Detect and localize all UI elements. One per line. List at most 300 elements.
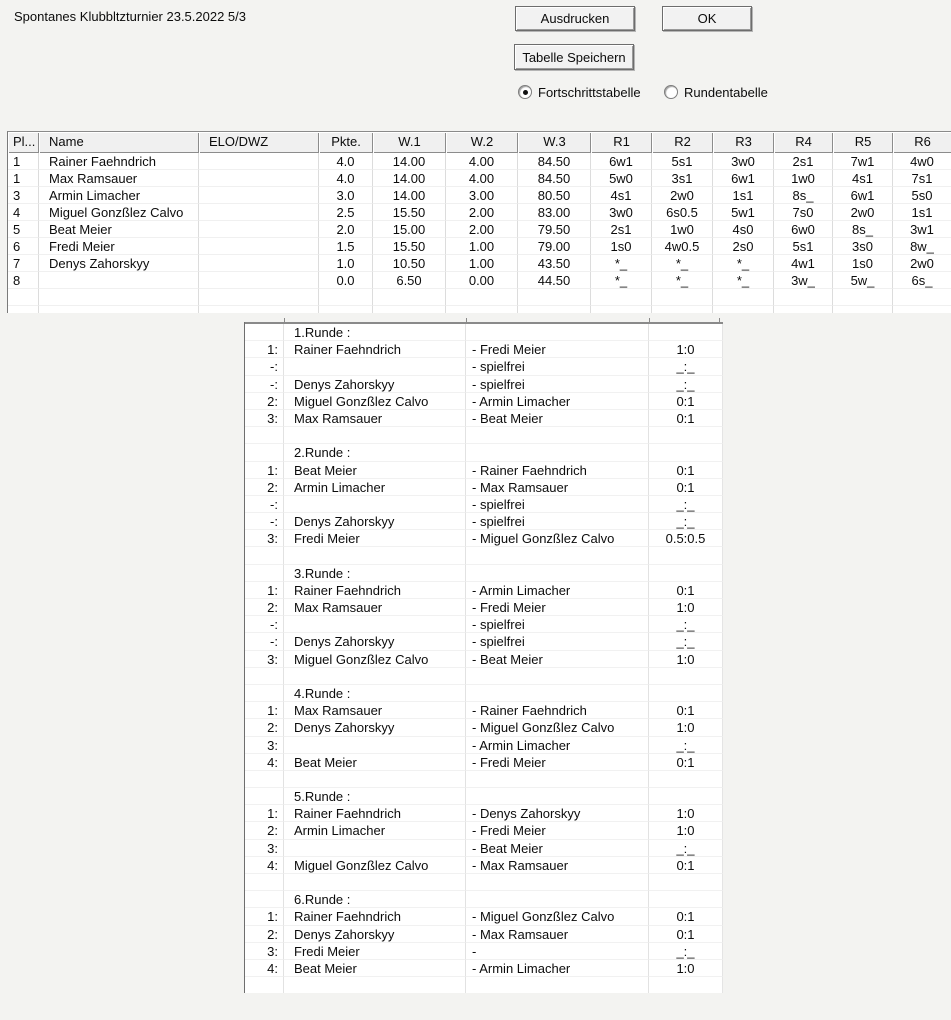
standings-cell[interactable]: 6 <box>8 238 39 255</box>
standings-cell[interactable]: 7 <box>8 255 39 272</box>
standings-cell[interactable]: 15.00 <box>373 221 446 238</box>
game-result: _:_ <box>649 737 723 754</box>
game-black-player: - Rainer Faehndrich <box>466 462 649 479</box>
standings-header-cell[interactable]: Name <box>39 132 199 153</box>
standings-cell[interactable]: 7w1 <box>833 153 893 170</box>
game-number: 2: <box>245 393 284 410</box>
rounds-spacer <box>649 444 723 461</box>
game-white-player: Beat Meier <box>284 960 466 977</box>
radio-fortschrittstabelle[interactable] <box>518 84 641 100</box>
game-black-player: - spielfrei <box>466 616 649 633</box>
standings-cell[interactable]: 1.0 <box>319 255 373 272</box>
game-result: 0:1 <box>649 582 723 599</box>
game-result: 1:0 <box>649 341 723 358</box>
standings-cell[interactable]: 14.00 <box>373 153 446 170</box>
ok-button[interactable]: OK <box>662 6 752 31</box>
rounds-spacer <box>284 668 466 685</box>
game-white-player <box>284 840 466 857</box>
game-black-player: - Miguel Gonzßlez Calvo <box>466 908 649 925</box>
standings-cell[interactable]: 2.5 <box>319 204 373 221</box>
round-title: 3.Runde : <box>284 565 466 582</box>
game-black-player: - spielfrei <box>466 633 649 650</box>
rounds-spacer <box>649 771 723 788</box>
rounds-spacer <box>649 685 723 702</box>
standings-cell[interactable]: 8s_ <box>774 187 833 204</box>
game-black-player: - Armin Limacher <box>466 393 649 410</box>
game-white-player: Rainer Faehndrich <box>284 908 466 925</box>
standings-cell[interactable]: 1.5 <box>319 238 373 255</box>
game-number: -: <box>245 496 284 513</box>
game-black-player: - spielfrei <box>466 513 649 530</box>
standings-empty-cell <box>713 289 774 306</box>
standings-cell[interactable]: 5s1 <box>774 238 833 255</box>
game-black-player: - spielfrei <box>466 496 649 513</box>
rounds-spacer <box>245 565 284 582</box>
game-white-player: Armin Limacher <box>284 822 466 839</box>
rounds-spacer <box>245 668 284 685</box>
game-number: 3: <box>245 737 284 754</box>
game-black-player: - Beat Meier <box>466 651 649 668</box>
radio-fortschrittstabelle-label: Fortschrittstabelle <box>538 84 641 100</box>
standings-cell[interactable]: 80.50 <box>518 187 591 204</box>
standings-cell[interactable]: 1 <box>8 153 39 170</box>
standings-cell[interactable]: 3w1 <box>893 221 951 238</box>
standings-cell[interactable] <box>39 272 199 289</box>
rounds-spacer <box>245 874 284 891</box>
game-white-player: Max Ramsauer <box>284 599 466 616</box>
game-result: _:_ <box>649 633 723 650</box>
game-white-player: Fredi Meier <box>284 530 466 547</box>
rounds-spacer <box>245 324 284 341</box>
standings-cell[interactable]: 2s1 <box>591 221 652 238</box>
save-table-button[interactable]: Tabelle Speichern <box>514 44 634 70</box>
game-black-player: - Armin Limacher <box>466 582 649 599</box>
standings-cell[interactable]: Denys Zahorskyy <box>39 255 199 272</box>
game-number: 1: <box>245 341 284 358</box>
game-result: 0:1 <box>649 479 723 496</box>
standings-cell[interactable]: 4.0 <box>319 153 373 170</box>
game-number: 2: <box>245 719 284 736</box>
standings-cell[interactable]: 1.00 <box>446 238 518 255</box>
standings-empty-cell <box>446 289 518 306</box>
standings-header-cell[interactable]: W.1 <box>373 132 446 153</box>
game-result: 0.5:0.5 <box>649 530 723 547</box>
round-title: 5.Runde : <box>284 788 466 805</box>
standings-cell[interactable]: *_ <box>713 255 774 272</box>
standings-cell[interactable]: 6s_ <box>893 272 951 289</box>
rounds-spacer <box>466 324 649 341</box>
standings-cell[interactable]: 4.00 <box>446 153 518 170</box>
standings-empty-cell <box>652 289 713 306</box>
standings-cell[interactable] <box>199 272 319 289</box>
rounds-spacer <box>245 788 284 805</box>
rounds-spacer <box>466 788 649 805</box>
game-number: -: <box>245 358 284 375</box>
game-result: 1:0 <box>649 719 723 736</box>
standings-cell[interactable]: 7s1 <box>893 170 951 187</box>
standings-empty-cell <box>833 289 893 306</box>
rounds-spacer <box>284 771 466 788</box>
game-white-player <box>284 616 466 633</box>
standings-cell[interactable]: 4s1 <box>591 187 652 204</box>
standings-empty-cell <box>8 306 39 313</box>
standings-cell[interactable]: 5s0 <box>893 187 951 204</box>
standings-cell[interactable]: 14.00 <box>373 170 446 187</box>
standings-cell[interactable]: Armin Limacher <box>39 187 199 204</box>
game-black-player: - Fredi Meier <box>466 341 649 358</box>
rounds-spacer <box>284 874 466 891</box>
standings-cell[interactable]: 4s1 <box>833 170 893 187</box>
standings-empty-cell <box>713 306 774 313</box>
standings-cell[interactable]: 2s0 <box>713 238 774 255</box>
game-black-player: - Miguel Gonzßlez Calvo <box>466 530 649 547</box>
game-number: 3: <box>245 530 284 547</box>
game-number: -: <box>245 376 284 393</box>
game-white-player: Denys Zahorskyy <box>284 376 466 393</box>
standings-empty-cell <box>39 306 199 313</box>
rounds-spacer <box>649 565 723 582</box>
game-black-player: - Beat Meier <box>466 410 649 427</box>
standings-cell[interactable] <box>199 170 319 187</box>
game-number: -: <box>245 616 284 633</box>
standings-empty-cell <box>8 289 39 306</box>
standings-cell[interactable]: 3 <box>8 187 39 204</box>
game-number: -: <box>245 513 284 530</box>
standings-cell[interactable]: 15.50 <box>373 204 446 221</box>
standings-cell[interactable]: 7s0 <box>774 204 833 221</box>
game-white-player: Beat Meier <box>284 754 466 771</box>
standings-cell[interactable]: 4w0.5 <box>652 238 713 255</box>
game-black-player: - Armin Limacher <box>466 960 649 977</box>
game-result: _:_ <box>649 496 723 513</box>
game-result: 0:1 <box>649 926 723 943</box>
standings-cell[interactable]: 14.00 <box>373 187 446 204</box>
standings-empty-cell <box>199 289 319 306</box>
standings-cell[interactable]: 3w0 <box>713 153 774 170</box>
standings-header-cell[interactable]: R3 <box>713 132 774 153</box>
standings-cell[interactable]: 6w1 <box>833 187 893 204</box>
game-number: 3: <box>245 840 284 857</box>
radio-selected-icon <box>518 85 532 99</box>
standings-cell[interactable]: 1s0 <box>833 255 893 272</box>
game-white-player: Denys Zahorskyy <box>284 513 466 530</box>
radio-rundentabelle-label: Rundentabelle <box>684 84 768 100</box>
standings-cell[interactable]: *_ <box>591 255 652 272</box>
round-title: 4.Runde : <box>284 685 466 702</box>
standings-cell[interactable]: 1 <box>8 170 39 187</box>
game-number: 4: <box>245 857 284 874</box>
game-result: _:_ <box>649 616 723 633</box>
standings-header-cell[interactable]: R4 <box>774 132 833 153</box>
game-number: 1: <box>245 582 284 599</box>
standings-cell[interactable]: 5s1 <box>652 153 713 170</box>
standings-cell[interactable]: Miguel Gonzßlez Calvo <box>39 204 199 221</box>
game-result: 1:0 <box>649 651 723 668</box>
game-result: 0:1 <box>649 857 723 874</box>
game-result: _:_ <box>649 943 723 960</box>
standings-cell[interactable]: 4 <box>8 204 39 221</box>
game-number: -: <box>245 633 284 650</box>
game-black-player: - Max Ramsauer <box>466 479 649 496</box>
game-number: 1: <box>245 805 284 822</box>
standings-cell[interactable] <box>199 255 319 272</box>
standings-empty-cell <box>893 306 951 313</box>
standings-cell[interactable]: 4w1 <box>774 255 833 272</box>
standings-cell[interactable]: 4s0 <box>713 221 774 238</box>
standings-cell[interactable]: *_ <box>652 255 713 272</box>
rounds-spacer <box>245 547 284 564</box>
game-result: 0:1 <box>649 410 723 427</box>
standings-cell[interactable]: *_ <box>652 272 713 289</box>
standings-cell[interactable]: 1w0 <box>774 170 833 187</box>
standings-empty-cell <box>319 289 373 306</box>
standings-cell[interactable] <box>199 238 319 255</box>
game-number: 2: <box>245 479 284 496</box>
game-black-player: - Miguel Gonzßlez Calvo <box>466 719 649 736</box>
game-white-player: Armin Limacher <box>284 479 466 496</box>
rounds-spacer <box>284 547 466 564</box>
game-white-player: Beat Meier <box>284 462 466 479</box>
standings-cell[interactable]: 6w0 <box>774 221 833 238</box>
rounds-spacer <box>466 668 649 685</box>
standings-cell[interactable]: 5w0 <box>591 170 652 187</box>
rounds-spacer <box>649 427 723 444</box>
rounds-spacer <box>466 977 649 993</box>
standings-cell[interactable]: 79.00 <box>518 238 591 255</box>
round-title: 1.Runde : <box>284 324 466 341</box>
standings-cell[interactable]: 0.0 <box>319 272 373 289</box>
standings-cell[interactable]: 2s1 <box>774 153 833 170</box>
standings-empty-cell <box>591 306 652 313</box>
standings-empty-cell <box>39 289 199 306</box>
rounds-spacer <box>649 547 723 564</box>
standings-cell[interactable] <box>199 204 319 221</box>
standings-cell[interactable]: 79.50 <box>518 221 591 238</box>
game-number: 1: <box>245 702 284 719</box>
game-black-player: - Fredi Meier <box>466 754 649 771</box>
standings-cell[interactable] <box>199 153 319 170</box>
standings-empty-cell <box>319 306 373 313</box>
standings-cell[interactable]: 10.50 <box>373 255 446 272</box>
game-black-player: - <box>466 943 649 960</box>
standings-cell[interactable]: Max Ramsauer <box>39 170 199 187</box>
rounds-spacer <box>245 977 284 993</box>
standings-header-cell[interactable]: Pkte. <box>319 132 373 153</box>
standings-cell[interactable]: Beat Meier <box>39 221 199 238</box>
rounds-spacer <box>649 977 723 993</box>
game-white-player: Fredi Meier <box>284 943 466 960</box>
game-result: 0:1 <box>649 462 723 479</box>
game-white-player: Denys Zahorskyy <box>284 719 466 736</box>
standings-empty-cell <box>373 289 446 306</box>
standings-cell[interactable]: 3w_ <box>774 272 833 289</box>
standings-cell[interactable]: 2.00 <box>446 221 518 238</box>
standings-cell[interactable]: 5w_ <box>833 272 893 289</box>
standings-cell[interactable]: 2w0 <box>893 255 951 272</box>
standings-empty-cell <box>774 289 833 306</box>
standings-cell[interactable]: 43.50 <box>518 255 591 272</box>
standings-header-cell[interactable]: W.3 <box>518 132 591 153</box>
standings-cell[interactable]: 1s1 <box>713 187 774 204</box>
rounds-table <box>245 324 723 993</box>
game-black-player: - Denys Zahorskyy <box>466 805 649 822</box>
standings-cell[interactable]: 1.00 <box>446 255 518 272</box>
game-white-player: Max Ramsauer <box>284 410 466 427</box>
game-black-player: - spielfrei <box>466 358 649 375</box>
game-result: _:_ <box>649 376 723 393</box>
game-black-player: - Fredi Meier <box>466 599 649 616</box>
standings-cell[interactable]: 6w1 <box>713 170 774 187</box>
game-black-player: - Armin Limacher <box>466 737 649 754</box>
game-result: 0:1 <box>649 754 723 771</box>
game-result: 0:1 <box>649 908 723 925</box>
game-white-player <box>284 358 466 375</box>
game-white-player: Miguel Gonzßlez Calvo <box>284 393 466 410</box>
radio-rundentabelle[interactable] <box>664 84 768 100</box>
standings-cell[interactable]: 3s0 <box>833 238 893 255</box>
standings-cell[interactable]: 3.0 <box>319 187 373 204</box>
standings-cell[interactable]: 2w0 <box>833 204 893 221</box>
standings-cell[interactable]: 4.00 <box>446 170 518 187</box>
window-title: Spontanes Klubbltzturnier 23.5.2022 5/3 <box>14 9 247 24</box>
standings-cell[interactable]: Fredi Meier <box>39 238 199 255</box>
standings-cell[interactable]: 1s1 <box>893 204 951 221</box>
game-number: 3: <box>245 943 284 960</box>
rounds-spacer <box>649 874 723 891</box>
game-result: 1:0 <box>649 599 723 616</box>
rounds-spacer <box>466 565 649 582</box>
rounds-panel <box>244 322 723 993</box>
game-number: 2: <box>245 822 284 839</box>
standings-empty-cell <box>518 306 591 313</box>
standings-cell[interactable] <box>199 187 319 204</box>
rounds-spacer <box>466 547 649 564</box>
standings-cell[interactable]: 4.0 <box>319 170 373 187</box>
game-number: 3: <box>245 651 284 668</box>
standings-empty-cell <box>833 306 893 313</box>
game-white-player: Rainer Faehndrich <box>284 582 466 599</box>
rounds-spacer <box>466 771 649 788</box>
standings-cell[interactable] <box>199 221 319 238</box>
rounds-spacer <box>466 444 649 461</box>
rounds-spacer <box>649 324 723 341</box>
game-result: 1:0 <box>649 960 723 977</box>
standings-cell[interactable]: 4w0 <box>893 153 951 170</box>
rounds-spacer <box>245 685 284 702</box>
standings-empty-cell <box>373 306 446 313</box>
standings-cell[interactable]: 6s0.5 <box>652 204 713 221</box>
print-button[interactable]: Ausdrucken <box>515 6 635 31</box>
standings-cell[interactable]: 2w0 <box>652 187 713 204</box>
standings-cell[interactable]: 15.50 <box>373 238 446 255</box>
rounds-spacer <box>466 685 649 702</box>
standings-cell[interactable]: 6w1 <box>591 153 652 170</box>
standings-header-cell[interactable]: ELO/DWZ <box>199 132 319 153</box>
standings-cell[interactable]: *_ <box>713 272 774 289</box>
game-white-player: Miguel Gonzßlez Calvo <box>284 651 466 668</box>
standings-empty-cell <box>199 306 319 313</box>
standings-cell[interactable]: 1s0 <box>591 238 652 255</box>
standings-empty-cell <box>893 289 951 306</box>
game-black-player: - Beat Meier <box>466 840 649 857</box>
standings-table <box>7 131 951 313</box>
rounds-spacer <box>466 874 649 891</box>
rounds-spacer <box>284 977 466 993</box>
game-black-player: - spielfrei <box>466 376 649 393</box>
standings-empty-cell <box>591 289 652 306</box>
standings-cell[interactable]: 2.00 <box>446 204 518 221</box>
rounds-spacer <box>466 891 649 908</box>
standings-header-cell[interactable]: W.2 <box>446 132 518 153</box>
game-white-player: Max Ramsauer <box>284 702 466 719</box>
game-number: 4: <box>245 960 284 977</box>
rounds-spacer <box>649 668 723 685</box>
game-result: _:_ <box>649 513 723 530</box>
round-title: 2.Runde : <box>284 444 466 461</box>
rounds-spacer <box>245 891 284 908</box>
rounds-spacer <box>649 788 723 805</box>
standings-cell[interactable]: Rainer Faehndrich <box>39 153 199 170</box>
standings-cell[interactable]: *_ <box>591 272 652 289</box>
game-white-player: Miguel Gonzßlez Calvo <box>284 857 466 874</box>
standings-empty-cell <box>518 289 591 306</box>
round-title: 6.Runde : <box>284 891 466 908</box>
game-black-player: - Rainer Faehndrich <box>466 702 649 719</box>
rounds-spacer <box>466 427 649 444</box>
rounds-spacer <box>649 891 723 908</box>
standings-cell[interactable]: 84.50 <box>518 153 591 170</box>
standings-cell[interactable]: 3w0 <box>591 204 652 221</box>
standings-cell[interactable]: 2.0 <box>319 221 373 238</box>
rounds-spacer <box>245 771 284 788</box>
game-result: 0:1 <box>649 702 723 719</box>
game-black-player: - Fredi Meier <box>466 822 649 839</box>
standings-cell[interactable]: 5 <box>8 221 39 238</box>
standings-cell[interactable]: 8w_ <box>893 238 951 255</box>
standings-empty-cell <box>774 306 833 313</box>
standings-cell[interactable]: 84.50 <box>518 170 591 187</box>
game-black-player: - Max Ramsauer <box>466 857 649 874</box>
standings-header-cell[interactable]: R1 <box>591 132 652 153</box>
rounds-spacer <box>284 427 466 444</box>
game-result: 0:1 <box>649 393 723 410</box>
game-number: 4: <box>245 754 284 771</box>
standings-header-cell[interactable]: R6 <box>893 132 951 153</box>
standings-cell[interactable]: 3s1 <box>652 170 713 187</box>
standings-header-cell[interactable]: R5 <box>833 132 893 153</box>
standings-cell[interactable]: 44.50 <box>518 272 591 289</box>
standings-cell[interactable]: 3.00 <box>446 187 518 204</box>
standings-cell[interactable]: 5w1 <box>713 204 774 221</box>
game-white-player: Denys Zahorskyy <box>284 633 466 650</box>
game-number: 1: <box>245 462 284 479</box>
game-result: 1:0 <box>649 805 723 822</box>
standings-header-cell[interactable]: R2 <box>652 132 713 153</box>
game-black-player: - Max Ramsauer <box>466 926 649 943</box>
standings-header-cell[interactable]: Pl... <box>8 132 39 153</box>
game-white-player <box>284 496 466 513</box>
rounds-spacer <box>245 427 284 444</box>
game-result: 1:0 <box>649 822 723 839</box>
standings-cell[interactable]: 0.00 <box>446 272 518 289</box>
standings-cell[interactable]: 83.00 <box>518 204 591 221</box>
standings-cell[interactable]: 8s_ <box>833 221 893 238</box>
standings-cell[interactable]: 8 <box>8 272 39 289</box>
game-white-player: Denys Zahorskyy <box>284 926 466 943</box>
standings-cell[interactable]: 6.50 <box>373 272 446 289</box>
game-number: 2: <box>245 926 284 943</box>
standings-cell[interactable]: 1w0 <box>652 221 713 238</box>
